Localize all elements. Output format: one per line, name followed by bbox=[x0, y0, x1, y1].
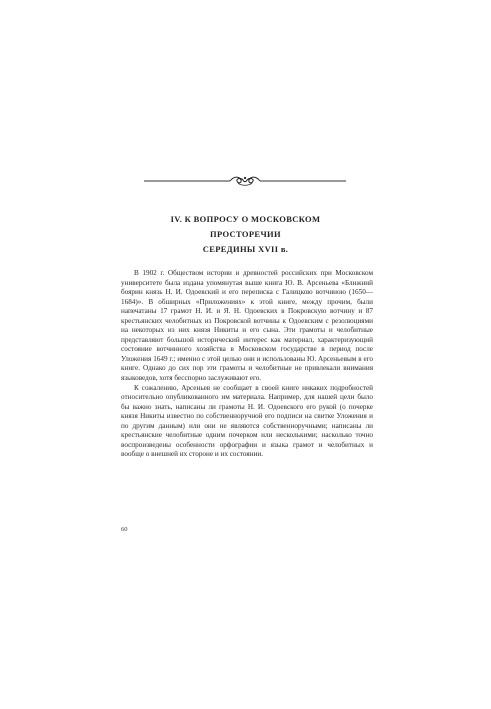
body-text bbox=[121, 269, 373, 460]
ornament-divider bbox=[144, 174, 346, 188]
chapter-heading-line-1: IV. К ВОПРОСУ О МОСКОВСКОМ ПРОСТОРЕЧИИ bbox=[170, 214, 321, 239]
page-number: 60 bbox=[121, 526, 128, 533]
paragraph-1: В 1902 г. Обществом истории и древностей российских при Московском университете была издана упомянутая выше книга Ю. В. Арсеньева «Ближний боярин князь Н. И. Одоевский и его переписка с Галицкою вотчиною (1650—1684)». В обширных «Приложениях» к этой книге, между прочим, были напечатаны 17 грамот Н. И. и Я. Н. Одоевских в Покровскую вотчину и 87 крестьянских челобитных из Покровской вотчины к Одоевским с резолюциями на некоторых из них князя Никиты и его сына. Эти грамоты и челобитные представляют большой исторический интерес как материал, характеризующий состояние вотчинного хозяйства в Московском государстве в период после Уложения 1649 г.; именно с этой целью они и использованы Ю. Арсеньевым в его книге. Однако до сих пор эти грамоты и челобитные не привлекали внимания языковедов, хотя бесспорно заслуживают его. bbox=[121, 269, 373, 383]
chapter-heading-line-2: СЕРЕДИНЫ XVII в. bbox=[202, 244, 289, 254]
paragraph-2: К сожалению, Арсеньев не сообщает в своей книге никаких подробностей относительно опубликованного им материала. Например, для нашей цели было бы важно знать, написаны ли грамоты Н. И. Одоевского его рукой (о почерке князя Никиты известно по собственноручной его подписи на свитке Уложения и по другим данным) или они не являются собственноручными; написаны ли крестьянские челобитные одним почерком или несколькими; насколько точно воспроизведены особенности орфографии и языка грамот и челобитных и вообще о внешней их стороне и их состоянии. bbox=[121, 383, 373, 459]
chapter-heading bbox=[140, 212, 351, 257]
